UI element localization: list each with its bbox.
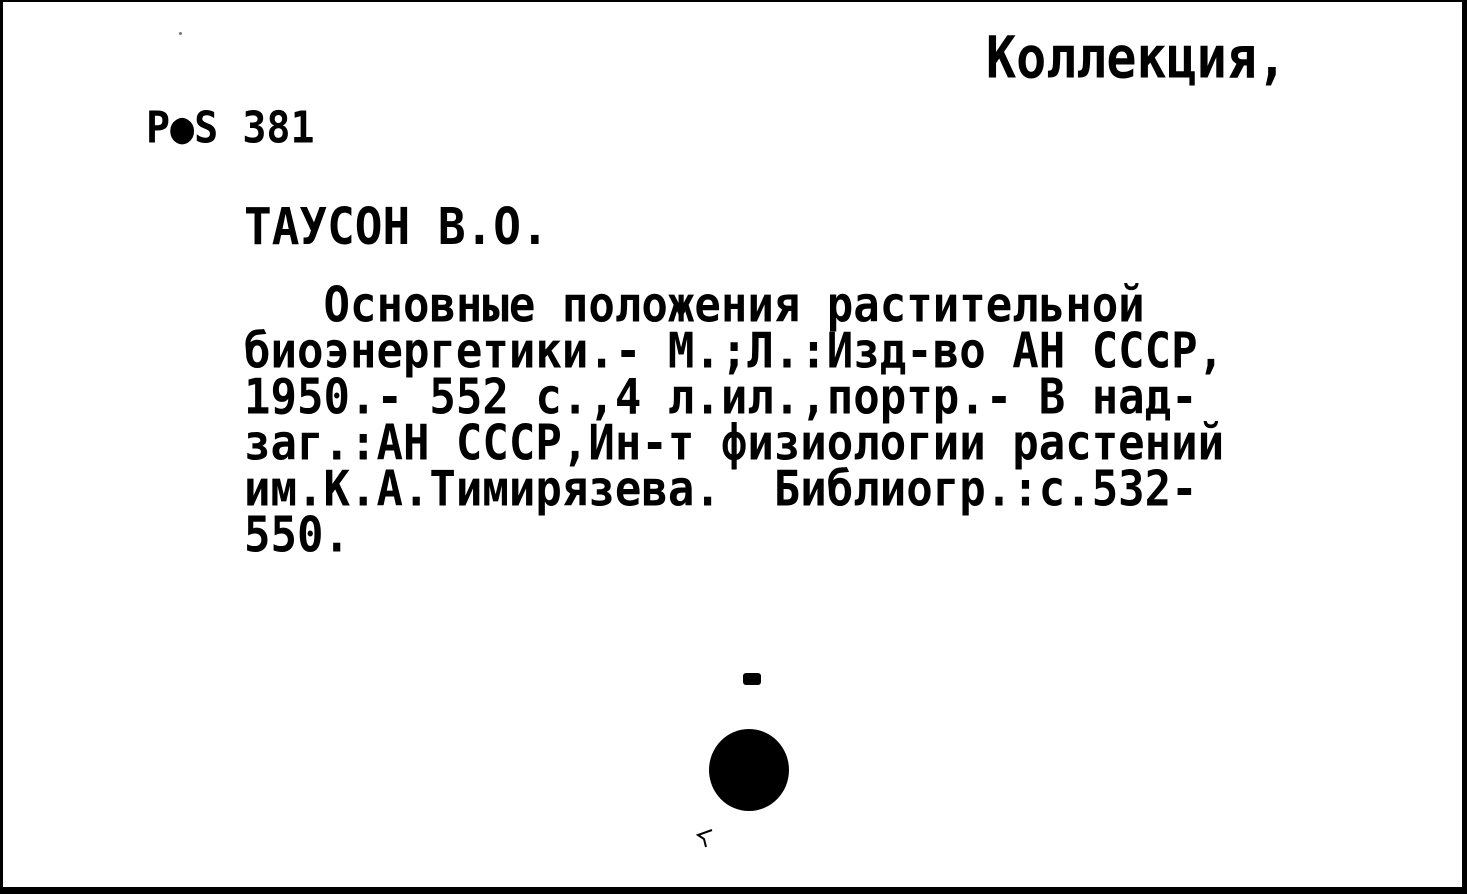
description-line: биоэнергетики.- М.;Л.:Изд-во АН СССР,: [244, 322, 1225, 380]
ink-speck: [694, 827, 716, 851]
ink-speck: [743, 673, 761, 685]
bibliographic-description: [244, 276, 1225, 564]
description-line: им.К.А.Тимирязева. Библиогр.:с.532-: [244, 460, 1198, 518]
description-line: заг.:АН СССР,Ин-т физиологии растений: [244, 414, 1225, 472]
description-line: Основные положения растительной: [244, 276, 1145, 334]
punch-hole: [709, 729, 789, 811]
collection-label: Коллекция,: [986, 24, 1288, 92]
author-heading: ТАУСОН В.О.: [244, 196, 549, 256]
call-number: P●S 381: [146, 102, 315, 154]
catalog-card: [3, 2, 1462, 887]
speck-mark: [179, 32, 182, 35]
description-line: 550.: [244, 506, 350, 564]
description-line: 1950.- 552 с.,4 л.ил.,портр.- В над-: [244, 368, 1198, 426]
